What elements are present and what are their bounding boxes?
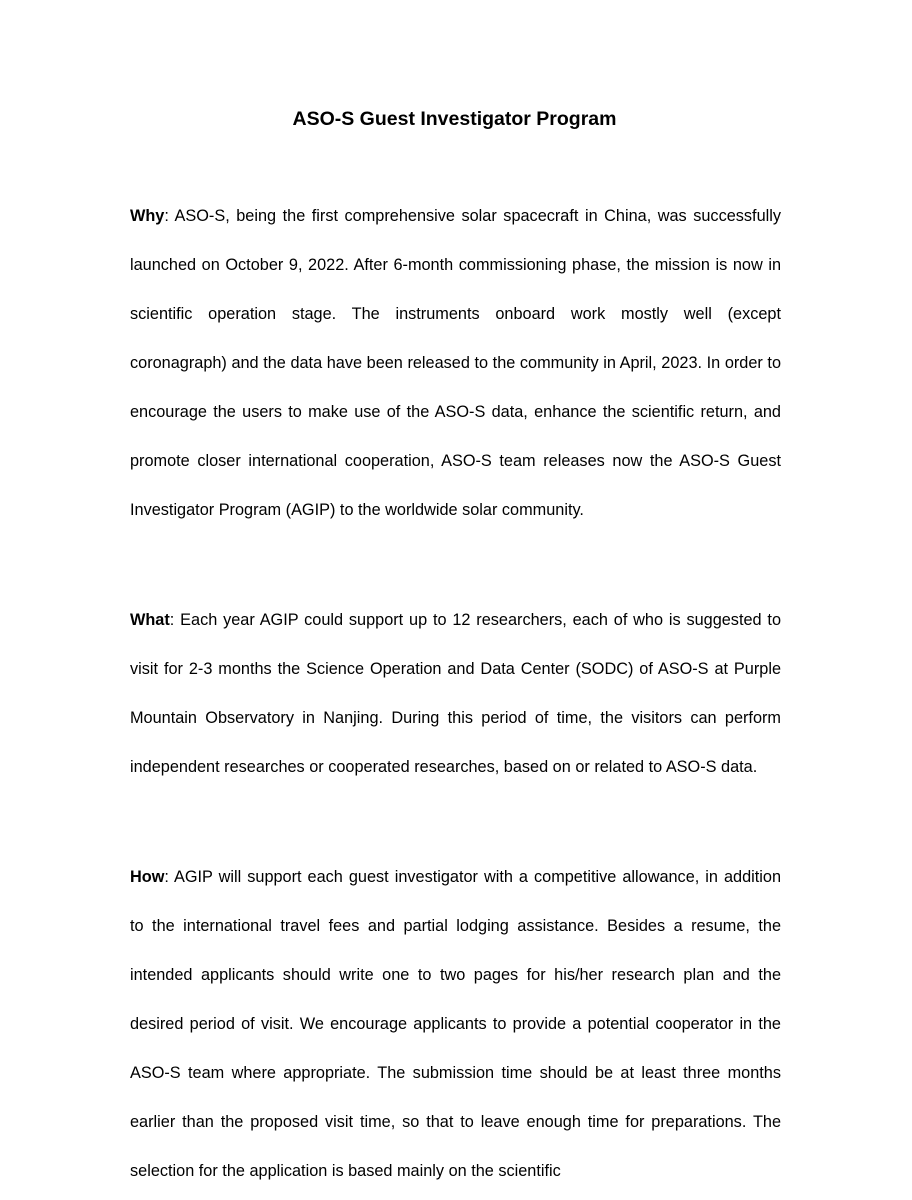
paragraph-lead-why: Why: [130, 207, 165, 225]
paragraph-text-what: : Each year AGIP could support up to 12 researchers, each of who is suggested to visit for 2-3 months the Science Operation and Data Center (SODC) of ASO-S at Purple Mountain Observatory in Nanjing. During this period of time, the visitors can perform independent researches or cooperated researches, based on or related to ASO-S data.: [130, 611, 781, 776]
paragraph-lead-what: What: [130, 611, 170, 629]
paragraph-how: [130, 853, 781, 1196]
document-title: ASO-S Guest Investigator Program: [292, 108, 617, 130]
paragraph-what: [130, 596, 781, 792]
paragraph-lead-how: How: [130, 868, 165, 886]
paragraph-text-how: : AGIP will support each guest investigator with a competitive allowance, in addition to the international travel fees and partial lodging assistance. Besides a resume, the intended applicants should write one to two pages for his/her research plan and the desired period of visit. We encourage applicants to provide a potential cooperator in the ASO-S team where appropriate. The submission time should be at least three months earlier than the proposed visit time, so that to leave enough time for preparations. The selection for the application is based mainly on the scientific: [130, 868, 781, 1180]
paragraph-why: [130, 192, 781, 535]
paragraph-text-why: : ASO-S, being the first comprehensive solar spacecraft in China, was successfully launched on October 9, 2022. After 6-month commissioning phase, the mission is now in scientific operation stage. The instruments onboard work mostly well (except coronagraph) and the data have been released to the community in April, 2023. In order to encourage the users to make use of the ASO-S data, enhance the scientific return, and promote closer international cooperation, ASO-S team releases now the ASO-S Guest Investigator Program (AGIP) to the worldwide solar community.: [130, 207, 781, 519]
